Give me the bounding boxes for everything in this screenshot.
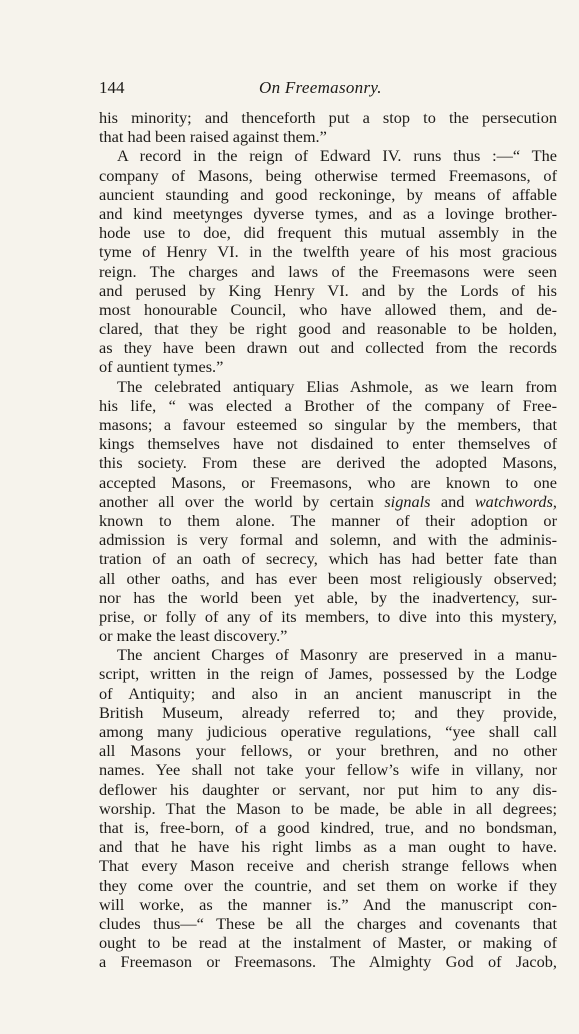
text-line: auncient staunding and good reckoninge, by means of affable [99, 184, 557, 204]
text-span: another all over the world by certain [99, 491, 385, 511]
text-line: of auntient tymes.” [99, 357, 224, 377]
body-text [99, 108, 557, 971]
text-line: and that he have his right limbs as a man ought to have. [99, 837, 557, 857]
text-line: That every Mason receive and cherish strange fellows when [99, 856, 557, 876]
text-line: nor has the world been yet able, by the inadvertency, sur- [99, 587, 557, 607]
text-line: or make the least discovery.” [99, 626, 288, 646]
page-header [99, 78, 557, 100]
text-line: accepted Masons, or Freemasons, who are known to one [99, 472, 557, 492]
text-line: tyme of Henry VI. in the twelfth yeare of his most gracious [99, 242, 557, 262]
text-line: reign. The charges and laws of the Freemasons were seen [99, 261, 557, 281]
text-line: clared, that they be right good and reasonable to be holden, [99, 319, 557, 339]
text-line: kings themselves have not disdained to enter themselves of [99, 434, 557, 454]
text-line: as they have been drawn out and collected from the records [99, 338, 557, 358]
text-line: ought to be read at the instalment of Master, or making of [99, 933, 557, 953]
text-line: they come over the countrie, and set them on worke if they [99, 875, 557, 895]
italic-term: watchwords [474, 491, 553, 511]
text-line: script, written in the reign of James, possessed by the Lodge [99, 664, 557, 684]
text-line: names. Yee shall not take your fellow’s wife in villany, nor [99, 760, 557, 780]
text-line: all Masons your fellows, or your brethren, and no other [99, 741, 557, 761]
running-title: On Freemasonry. [259, 78, 382, 97]
text-line: his life, “ was elected a Brother of the company of Free- [99, 395, 557, 415]
text-line: his minority; and thenceforth put a stop to the persecution [99, 108, 557, 127]
text-line: British Museum, already referred to; and they provide, [99, 702, 557, 722]
text-line: of Antiquity; and also in an ancient manuscript in the [99, 683, 557, 703]
text-line: this society. From these are derived the adopted Masons, [99, 453, 557, 473]
text-line: all other oaths, and has ever been most religiously observed; [99, 568, 557, 588]
text-line: cludes thus—“ These be all the charges and covenants that [99, 913, 557, 933]
text-line: a Freemason or Freemasons. The Almighty God of Jacob, [99, 952, 557, 972]
text-line: company of Masons, being otherwise termed Freemasons, of [99, 165, 557, 185]
text-line: hode use to doe, did frequent this mutual assembly in the [99, 223, 557, 243]
text-line: The ancient Charges of Masonry are preserved in a manu- [117, 645, 557, 665]
text-line: and kind meetynges dyverse tymes, and as a lovinge brother- [99, 203, 557, 223]
text-line [99, 492, 557, 511]
text-line: that had been raised against them.” [99, 127, 327, 147]
text-span: , [552, 491, 557, 511]
text-line: A record in the reign of Edward IV. runs thus :—“ The [117, 146, 557, 166]
text-line: and perused by King Henry VI. and by the Lords of his [99, 280, 557, 300]
text-line: deflower his daughter or servant, nor put him to any dis- [99, 779, 557, 799]
text-line: worship. That the Mason to be made, be able in all degrees; [99, 798, 557, 818]
text-line: admission is very formal and solemn, and with the adminis- [99, 530, 557, 550]
text-line: masons; a favour esteemed so singular by the members, that [99, 415, 557, 434]
text-line: will worke, as the manner is.” And the manuscript con- [99, 894, 557, 914]
text-line: tration of an oath of secrecy, which has had better fate than [99, 549, 557, 569]
page-number: 144 [99, 78, 125, 97]
text-line: prise, or folly of any of its members, to dive into this mystery, [99, 606, 557, 626]
text-line: most honourable Council, who have allowed them, and de- [99, 299, 557, 319]
text-line: among many judicious operative regulations, “yee shall call [99, 722, 557, 741]
text-line: The celebrated antiquary Elias Ashmole, as we learn from [117, 376, 557, 396]
text-line: that is, free-born, of a good kindred, true, and no bondsman, [99, 817, 557, 837]
italic-term: signals [384, 491, 431, 511]
text-line: known to them alone. The manner of their adoption or [99, 510, 557, 530]
text-span: and [430, 491, 475, 511]
